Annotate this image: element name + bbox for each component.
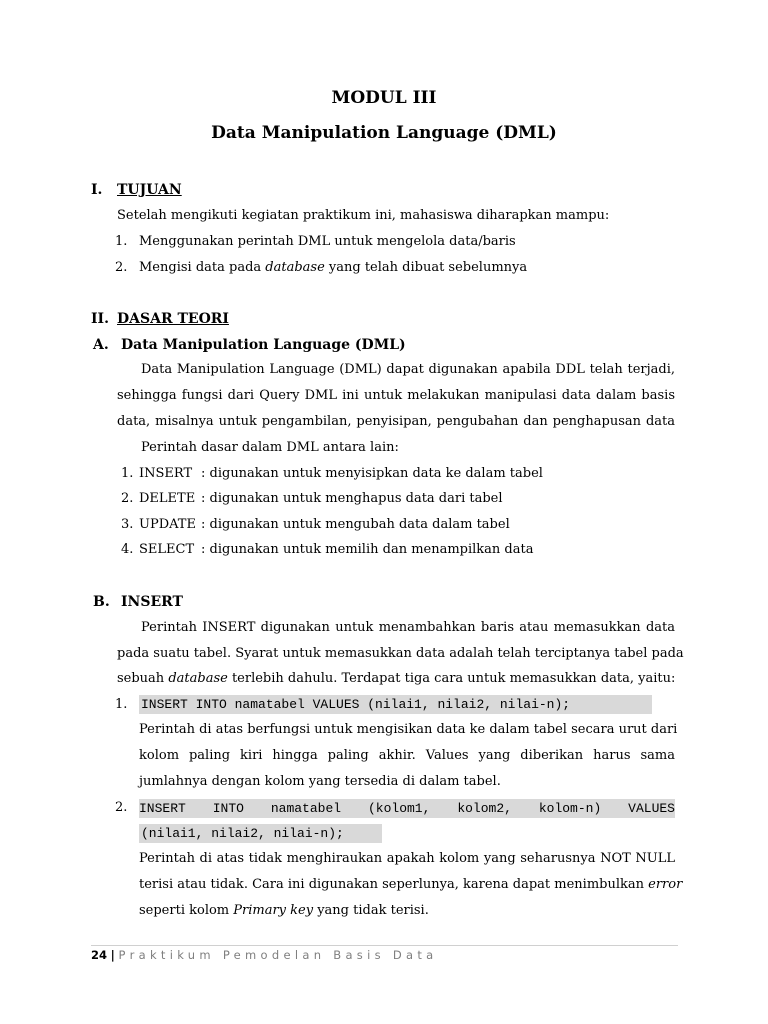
insert-method-1-code: INSERT INTO namatabel VALUES (nilai1, nilai2, nilai-n); xyxy=(139,695,652,714)
command-4-number: 4. xyxy=(121,542,134,557)
objective-2-text-pre: Mengisi data pada xyxy=(139,260,266,275)
insert-method-2-desc-line-2-em: error xyxy=(648,877,683,892)
section-1-number: I. xyxy=(91,182,103,198)
subsection-b-heading: INSERT xyxy=(121,594,183,610)
insert-paragraph-line-2: pada suatu tabel. Syarat untuk memasukkan data adalah telah terciptanya tabel pada xyxy=(117,646,684,661)
subsection-a-number: A. xyxy=(93,337,109,353)
command-3-number: 3. xyxy=(121,517,134,532)
insert-method-2-desc-line-3-pre: seperti kolom xyxy=(139,903,234,918)
insert-method-2-code-line-1: INSERT INTO namatabel (kolom1, kolom2, kolom-n) VALUES xyxy=(139,801,675,816)
command-3-desc: : digunakan untuk mengubah data dalam tabel xyxy=(201,517,510,532)
section-1-heading: TUJUAN xyxy=(117,182,182,198)
subsection-a-heading: Data Manipulation Language (DML) xyxy=(121,337,406,353)
insert-method-2-desc-line-2 xyxy=(139,877,683,892)
dml-commands-intro: Perintah dasar dalam DML antara lain: xyxy=(141,440,399,455)
objective-2-number: 2. xyxy=(115,260,128,275)
command-2-name: DELETE xyxy=(139,491,196,506)
insert-method-1-number: 1. xyxy=(115,697,128,712)
page-footer xyxy=(91,948,437,962)
insert-paragraph-line-3 xyxy=(117,671,675,686)
command-1-name: INSERT xyxy=(139,466,193,481)
dml-paragraph-line-3: data, misalnya untuk pengambilan, penyisipan, pengubahan dan penghapusan data xyxy=(117,414,675,429)
subsection-b-number: B. xyxy=(93,594,110,610)
section-2-number: II. xyxy=(91,311,109,327)
page-number: 24 xyxy=(91,948,108,962)
objective-1-number: 1. xyxy=(115,234,128,249)
insert-method-1-desc-line-2: kolom paling kiri hingga paling akhir. Values yang diberikan harus sama xyxy=(139,748,675,763)
insert-paragraph-line-3-pre: sebuah xyxy=(117,671,169,686)
command-1-number: 1. xyxy=(121,466,134,481)
insert-method-2-desc-line-3 xyxy=(139,903,429,918)
insert-paragraph-line-1: Perintah INSERT digunakan untuk menambahkan baris atau memasukkan data xyxy=(141,620,675,635)
objective-2-text-em: database xyxy=(265,260,325,275)
insert-method-2-code-line-2: (nilai1, nilai2, nilai-n); xyxy=(139,824,382,843)
insert-method-2-number: 2. xyxy=(115,800,128,815)
insert-method-2-desc-line-2-pre: terisi atau tidak. Cara ini digunakan seperlunya, karena dapat menimbulkan xyxy=(139,877,649,892)
dml-paragraph-line-2: sehingga fungsi dari Query DML ini untuk melakukan manipulasi data dalam basis xyxy=(117,388,675,403)
command-2-number: 2. xyxy=(121,491,134,506)
command-4-desc: : digunakan untuk memilih dan menampilkan data xyxy=(201,542,534,557)
section-1-intro: Setelah mengikuti kegiatan praktikum ini, mahasiswa diharapkan mampu: xyxy=(117,208,610,223)
dml-paragraph-line-1: Data Manipulation Language (DML) dapat digunakan apabila DDL telah terjadi, xyxy=(141,362,675,377)
command-3-name: UPDATE xyxy=(139,517,196,532)
section-2-heading: DASAR TEORI xyxy=(117,311,229,327)
insert-method-1-desc-line-1: Perintah di atas berfungsi untuk mengisikan data ke dalam tabel secara urut dari xyxy=(139,722,678,737)
command-1-desc: : digunakan untuk menyisipkan data ke dalam tabel xyxy=(201,466,543,481)
objective-2-text-post: yang telah dibuat sebelumnya xyxy=(324,260,528,275)
command-2-desc: : digunakan untuk menghapus data dari tabel xyxy=(201,491,503,506)
footer-text: Praktikum Pemodelan Basis Data xyxy=(118,948,438,962)
insert-paragraph-line-3-post: terlebih dahulu. Terdapat tiga cara untuk memasukkan data, yaitu: xyxy=(227,671,676,686)
objective-2-text xyxy=(139,260,527,275)
command-4-name: SELECT xyxy=(139,542,195,557)
footer-divider xyxy=(91,945,678,946)
insert-method-2-desc-line-1: Perintah di atas tidak menghiraukan apakah kolom yang seharusnya NOT NULL xyxy=(139,851,675,866)
insert-method-2-desc-line-3-em: Primary key xyxy=(233,903,314,918)
footer-separator: | xyxy=(110,948,115,962)
module-subtitle: Data Manipulation Language (DML) xyxy=(211,123,557,143)
objective-1-text: Menggunakan perintah DML untuk mengelola data/baris xyxy=(139,234,516,249)
module-title: MODUL III xyxy=(331,88,437,108)
insert-method-1-desc-line-3: jumlahnya dengan kolom yang tersedia di dalam tabel. xyxy=(139,774,501,789)
insert-paragraph-line-3-em: database xyxy=(168,671,228,686)
insert-method-2-desc-line-3-post: yang tidak terisi. xyxy=(313,903,429,918)
